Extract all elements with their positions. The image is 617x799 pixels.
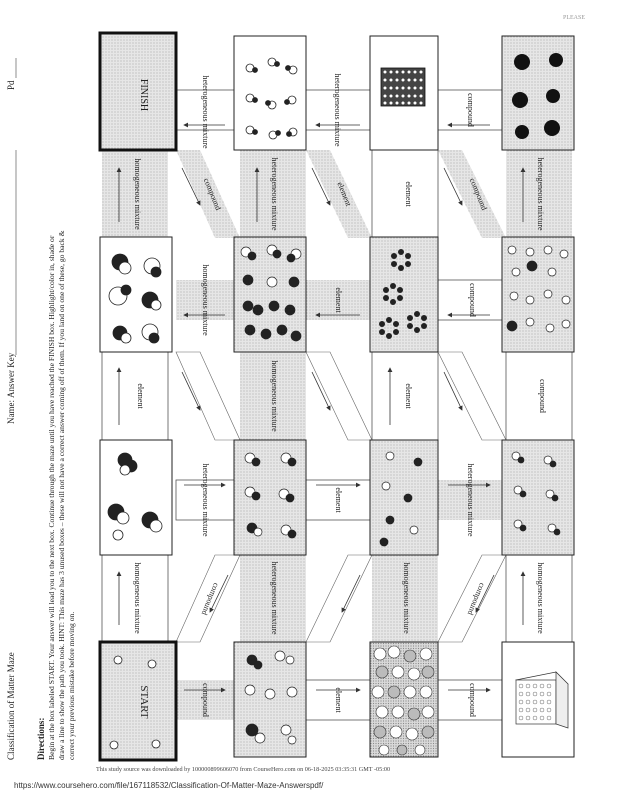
label-e7: element xyxy=(335,180,354,208)
label-e6: element xyxy=(334,687,343,713)
label-h12: heterogeneous mixture xyxy=(201,463,210,537)
label-h2: homogeneous mixture xyxy=(133,562,142,634)
diag-band-3 xyxy=(438,150,506,238)
directions-line1: Begin at the box labeled START. Your answer will lead you to the next box. Continue through the maze until you have reached the FINISH box. Highlight/color in, shade or xyxy=(47,235,56,760)
diag-band-6 xyxy=(438,352,506,440)
label-h3: heterogeneous mixture xyxy=(270,157,279,231)
corner-mark: PLEASE xyxy=(563,15,586,21)
label-h5: heterogeneous mixture xyxy=(270,561,279,635)
label-h4: homogeneous mixture xyxy=(270,360,279,432)
label-h6: homogeneous mixture xyxy=(402,562,411,634)
box-r1-c4 xyxy=(502,36,574,150)
name-label: Name: xyxy=(6,400,16,424)
directions-line2: draw a line to show the path you took. HINT: This maze has 3 unused boxes – these will not have a correct answer coming off of them. If you land on one of these, go back & xyxy=(57,230,66,760)
label-h13: heterogeneous mixture xyxy=(466,463,475,537)
period-label: Pd xyxy=(6,80,16,90)
label-c3: compound xyxy=(468,283,477,317)
label-e1: element xyxy=(136,383,145,409)
diag-band-2 xyxy=(306,150,372,238)
directions-line3: correct your previous mistake before moving on. xyxy=(67,611,76,760)
directions-heading: Directions: xyxy=(36,717,46,760)
label-e2: element xyxy=(404,181,413,207)
connector-c1-r23 xyxy=(102,352,168,440)
box-r2-c3 xyxy=(370,237,438,352)
label-e5: element xyxy=(334,487,343,513)
label-h10: heterogeneous mixture xyxy=(333,73,342,147)
particles-r4-c4 xyxy=(516,672,568,728)
label-c9: compound xyxy=(465,581,487,617)
label-h7: heterogeneous mixture xyxy=(536,157,545,231)
label-c1: compound xyxy=(538,379,547,413)
page-title: Classification of Matter Maze xyxy=(6,652,16,760)
label-h11: homogeneous mixture xyxy=(201,264,210,336)
label-c6: compound xyxy=(201,176,223,212)
label-c5: compound xyxy=(468,683,477,717)
source-line: This study source was downloaded by 100000899606070 from CourseHero.com on 06-18-2025 03:35:31 GMT -05:00 xyxy=(96,766,391,773)
label-c2: compound xyxy=(466,93,475,127)
diag-band-4 xyxy=(176,352,240,440)
finish-box xyxy=(100,33,176,150)
label-e4: element xyxy=(334,287,343,313)
label-h8: homogeneous mixture xyxy=(536,562,545,634)
particles-r1-c3 xyxy=(381,68,425,106)
label-e3: element xyxy=(404,383,413,409)
start-label: START xyxy=(138,685,150,719)
box-r3-c1 xyxy=(100,440,172,555)
finish-label: FINISH xyxy=(138,78,149,112)
label-h9: heterogeneous mixture xyxy=(201,75,210,149)
diag-band-5 xyxy=(306,352,372,440)
diag-band-8 xyxy=(306,555,372,642)
label-c4: compound xyxy=(201,683,210,717)
page-url[interactable]: https://www.coursehero.com/file/167118532/Classification-Of-Matter-Maze-Answerspdf/ xyxy=(14,781,324,790)
label-h1: homogeneous mixture xyxy=(133,158,142,230)
label-c8: compound xyxy=(199,581,221,617)
name-value: Answer Key xyxy=(6,352,16,398)
label-c7: compound xyxy=(467,176,489,212)
